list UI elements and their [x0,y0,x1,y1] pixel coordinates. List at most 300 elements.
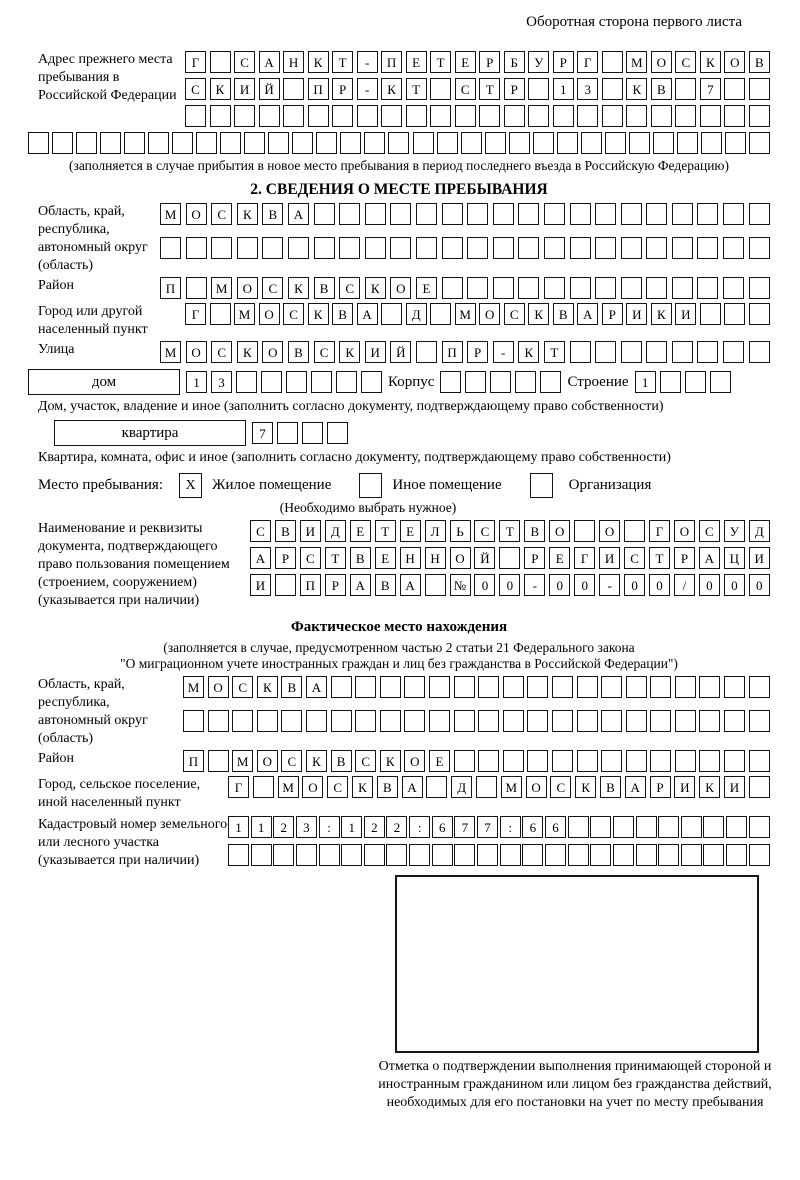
char-cell[interactable] [545,844,566,866]
char-cell[interactable] [268,132,289,154]
char-cell[interactable] [183,710,204,732]
char-cell[interactable]: М [626,51,647,73]
char-cell[interactable] [308,105,329,127]
char-cell[interactable]: И [234,78,255,100]
char-cell[interactable] [527,750,548,772]
char-cell[interactable] [476,776,497,798]
char-cell[interactable] [442,277,463,299]
char-cell[interactable]: В [332,303,353,325]
char-cell[interactable] [186,277,207,299]
char-cell[interactable] [723,203,744,225]
char-cell[interactable]: Й [259,78,280,100]
char-cell[interactable]: 0 [499,574,520,596]
char-cell[interactable]: О [526,776,547,798]
char-cell[interactable]: Р [602,303,623,325]
apartment-box[interactable]: квартира [54,420,246,446]
char-cell[interactable]: К [381,78,402,100]
char-cell[interactable] [316,132,337,154]
char-cell[interactable] [503,676,524,698]
char-cell[interactable]: В [553,303,574,325]
char-cell[interactable] [314,237,335,259]
char-cell[interactable] [544,277,565,299]
char-cell[interactable] [528,78,549,100]
char-cell[interactable] [595,237,616,259]
char-cell[interactable] [478,676,499,698]
char-cell[interactable]: Л [425,520,446,542]
char-cell[interactable]: К [352,776,373,798]
char-cell[interactable] [380,676,401,698]
char-cell[interactable]: И [675,303,696,325]
char-cell[interactable] [540,371,561,393]
char-cell[interactable]: 1 [186,371,207,393]
char-cell[interactable]: О [674,520,695,542]
char-cell[interactable] [432,844,453,866]
char-cell[interactable] [601,750,622,772]
char-cell[interactable] [613,816,634,838]
char-cell[interactable] [590,816,611,838]
char-cell[interactable] [724,710,745,732]
char-cell[interactable]: В [600,776,621,798]
char-cell[interactable] [581,132,602,154]
char-cell[interactable]: К [210,78,231,100]
char-cell[interactable]: 1 [341,816,362,838]
char-cell[interactable]: : [409,816,430,838]
stay-checkbox-organization[interactable] [530,473,553,498]
char-cell[interactable]: Т [332,51,353,73]
char-cell[interactable]: - [357,51,378,73]
char-cell[interactable] [552,710,573,732]
char-cell[interactable] [724,303,745,325]
char-cell[interactable]: У [528,51,549,73]
char-cell[interactable]: С [250,520,271,542]
char-cell[interactable] [361,371,382,393]
char-cell[interactable] [210,51,231,73]
char-cell[interactable] [749,710,770,732]
char-cell[interactable]: 2 [273,816,294,838]
char-cell[interactable] [355,676,376,698]
char-cell[interactable]: К [528,303,549,325]
char-cell[interactable] [700,105,721,127]
char-cell[interactable]: 0 [749,574,770,596]
char-cell[interactable] [467,277,488,299]
char-cell[interactable] [749,676,770,698]
char-cell[interactable] [533,132,554,154]
char-cell[interactable] [413,132,434,154]
char-cell[interactable]: С [283,303,304,325]
char-cell[interactable]: В [377,776,398,798]
char-cell[interactable]: С [699,520,720,542]
char-cell[interactable]: 6 [432,816,453,838]
char-cell[interactable] [522,844,543,866]
char-cell[interactable] [186,237,207,259]
char-cell[interactable]: М [232,750,253,772]
char-cell[interactable] [724,750,745,772]
char-cell[interactable]: Н [425,547,446,569]
char-cell[interactable]: № [450,574,471,596]
char-cell[interactable] [636,816,657,838]
char-cell[interactable]: Е [416,277,437,299]
char-cell[interactable]: 3 [577,78,598,100]
char-cell[interactable] [636,844,657,866]
char-cell[interactable] [499,547,520,569]
char-cell[interactable] [602,78,623,100]
char-cell[interactable]: О [404,750,425,772]
char-cell[interactable] [515,371,536,393]
char-cell[interactable]: Т [479,78,500,100]
char-cell[interactable] [570,277,591,299]
char-cell[interactable] [404,676,425,698]
char-cell[interactable]: Р [504,78,525,100]
char-cell[interactable]: - [599,574,620,596]
char-cell[interactable]: И [749,547,770,569]
char-cell[interactable]: Д [406,303,427,325]
char-cell[interactable] [493,277,514,299]
char-cell[interactable]: В [331,750,352,772]
char-cell[interactable]: С [355,750,376,772]
char-cell[interactable]: В [524,520,545,542]
char-cell[interactable] [595,203,616,225]
char-cell[interactable] [570,203,591,225]
char-cell[interactable]: 0 [624,574,645,596]
char-cell[interactable] [675,105,696,127]
char-cell[interactable]: И [250,574,271,596]
char-cell[interactable] [725,132,746,154]
char-cell[interactable] [552,676,573,698]
char-cell[interactable]: Е [375,547,396,569]
char-cell[interactable]: К [699,776,720,798]
char-cell[interactable] [672,237,693,259]
char-cell[interactable]: С [455,78,476,100]
char-cell[interactable] [544,237,565,259]
char-cell[interactable]: В [749,51,770,73]
char-cell[interactable]: К [257,676,278,698]
char-cell[interactable] [228,844,249,866]
char-cell[interactable]: 0 [574,574,595,596]
char-cell[interactable]: К [306,750,327,772]
char-cell[interactable]: 0 [724,574,745,596]
char-cell[interactable]: С [211,341,232,363]
char-cell[interactable]: : [500,816,521,838]
char-cell[interactable]: Г [185,303,206,325]
char-cell[interactable] [430,303,451,325]
char-cell[interactable] [283,105,304,127]
char-cell[interactable] [613,844,634,866]
char-cell[interactable] [160,237,181,259]
char-cell[interactable]: К [308,303,329,325]
char-cell[interactable] [699,676,720,698]
char-cell[interactable] [479,105,500,127]
char-cell[interactable]: П [160,277,181,299]
char-cell[interactable] [490,371,511,393]
char-cell[interactable]: Е [350,520,371,542]
char-cell[interactable]: 2 [364,816,385,838]
char-cell[interactable] [672,203,693,225]
char-cell[interactable]: С [550,776,571,798]
char-cell[interactable]: К [237,341,258,363]
char-cell[interactable] [675,676,696,698]
char-cell[interactable] [232,710,253,732]
char-cell[interactable] [281,710,302,732]
char-cell[interactable] [261,371,282,393]
char-cell[interactable]: О [479,303,500,325]
char-cell[interactable]: Р [650,776,671,798]
char-cell[interactable] [503,710,524,732]
stay-checkbox-other[interactable] [359,473,382,498]
char-cell[interactable] [749,132,770,154]
char-cell[interactable] [626,750,647,772]
char-cell[interactable]: О [186,341,207,363]
char-cell[interactable] [355,710,376,732]
char-cell[interactable]: А [577,303,598,325]
char-cell[interactable] [650,750,671,772]
char-cell[interactable] [357,105,378,127]
char-cell[interactable]: Е [455,51,476,73]
char-cell[interactable]: 2 [386,816,407,838]
char-cell[interactable] [467,237,488,259]
char-cell[interactable] [681,844,702,866]
char-cell[interactable]: 6 [522,816,543,838]
char-cell[interactable] [236,371,257,393]
char-cell[interactable] [306,710,327,732]
char-cell[interactable] [675,710,696,732]
char-cell[interactable]: Р [524,547,545,569]
char-cell[interactable]: 1 [251,816,272,838]
char-cell[interactable] [621,203,642,225]
char-cell[interactable]: А [400,574,421,596]
char-cell[interactable] [440,371,461,393]
char-cell[interactable]: М [278,776,299,798]
char-cell[interactable]: К [237,203,258,225]
char-cell[interactable] [493,203,514,225]
char-cell[interactable] [429,676,450,698]
char-cell[interactable]: С [262,277,283,299]
char-cell[interactable] [749,203,770,225]
char-cell[interactable] [701,132,722,154]
char-cell[interactable] [697,277,718,299]
char-cell[interactable] [602,105,623,127]
char-cell[interactable]: Р [553,51,574,73]
char-cell[interactable] [390,203,411,225]
char-cell[interactable] [675,78,696,100]
char-cell[interactable]: К [651,303,672,325]
char-cell[interactable] [568,816,589,838]
char-cell[interactable]: И [626,303,647,325]
char-cell[interactable] [602,51,623,73]
stay-checkbox-residential[interactable]: X [179,473,202,498]
char-cell[interactable]: Т [499,520,520,542]
char-cell[interactable] [416,237,437,259]
char-cell[interactable] [341,844,362,866]
char-cell[interactable] [646,341,667,363]
char-cell[interactable] [365,203,386,225]
char-cell[interactable] [699,750,720,772]
char-cell[interactable] [697,341,718,363]
char-cell[interactable]: Н [400,547,421,569]
char-cell[interactable] [518,277,539,299]
char-cell[interactable] [251,844,272,866]
char-cell[interactable] [416,203,437,225]
char-cell[interactable] [570,341,591,363]
char-cell[interactable] [262,237,283,259]
char-cell[interactable]: О [262,341,283,363]
char-cell[interactable]: А [288,203,309,225]
char-cell[interactable] [257,710,278,732]
char-cell[interactable] [703,816,724,838]
char-cell[interactable] [646,237,667,259]
char-cell[interactable] [626,676,647,698]
char-cell[interactable] [124,132,145,154]
char-cell[interactable] [478,750,499,772]
char-cell[interactable] [365,237,386,259]
char-cell[interactable] [273,844,294,866]
char-cell[interactable] [454,844,475,866]
char-cell[interactable]: 1 [553,78,574,100]
char-cell[interactable] [577,676,598,698]
char-cell[interactable]: К [518,341,539,363]
char-cell[interactable] [577,710,598,732]
char-cell[interactable] [185,105,206,127]
char-cell[interactable] [381,105,402,127]
char-cell[interactable] [595,277,616,299]
char-cell[interactable] [700,303,721,325]
char-cell[interactable]: П [308,78,329,100]
char-cell[interactable]: 0 [649,574,670,596]
char-cell[interactable]: : [319,816,340,838]
char-cell[interactable]: С [474,520,495,542]
char-cell[interactable]: 1 [228,816,249,838]
char-cell[interactable]: О [237,277,258,299]
char-cell[interactable] [364,844,385,866]
char-cell[interactable] [311,371,332,393]
char-cell[interactable]: В [281,676,302,698]
char-cell[interactable]: П [300,574,321,596]
char-cell[interactable] [650,710,671,732]
char-cell[interactable] [749,277,770,299]
char-cell[interactable]: В [651,78,672,100]
char-cell[interactable]: О [259,303,280,325]
char-cell[interactable]: С [300,547,321,569]
char-cell[interactable] [426,776,447,798]
char-cell[interactable] [28,132,49,154]
char-cell[interactable]: Е [549,547,570,569]
char-cell[interactable]: С [234,51,255,73]
char-cell[interactable] [749,78,770,100]
char-cell[interactable] [749,844,770,866]
char-cell[interactable]: А [250,547,271,569]
char-cell[interactable] [210,105,231,127]
char-cell[interactable]: К [365,277,386,299]
char-cell[interactable]: С [339,277,360,299]
char-cell[interactable] [723,237,744,259]
char-cell[interactable] [749,750,770,772]
char-cell[interactable] [478,710,499,732]
char-cell[interactable] [697,203,718,225]
char-cell[interactable] [442,237,463,259]
char-cell[interactable] [724,676,745,698]
char-cell[interactable] [465,371,486,393]
char-cell[interactable]: О [450,547,471,569]
char-cell[interactable]: 3 [211,371,232,393]
char-cell[interactable] [477,844,498,866]
char-cell[interactable] [621,341,642,363]
char-cell[interactable] [658,844,679,866]
char-cell[interactable] [724,105,745,127]
char-cell[interactable] [196,132,217,154]
char-cell[interactable] [590,844,611,866]
char-cell[interactable] [286,371,307,393]
char-cell[interactable] [574,520,595,542]
char-cell[interactable] [685,371,706,393]
char-cell[interactable] [234,105,255,127]
char-cell[interactable] [503,750,524,772]
char-cell[interactable]: Е [400,520,421,542]
char-cell[interactable]: К [700,51,721,73]
char-cell[interactable] [437,132,458,154]
char-cell[interactable] [467,203,488,225]
char-cell[interactable]: Т [325,547,346,569]
char-cell[interactable]: А [350,574,371,596]
char-cell[interactable]: Р [332,78,353,100]
char-cell[interactable]: К [626,78,647,100]
char-cell[interactable] [703,844,724,866]
char-cell[interactable]: Р [467,341,488,363]
char-cell[interactable]: О [599,520,620,542]
char-cell[interactable] [283,78,304,100]
house-box[interactable]: дом [28,369,180,395]
char-cell[interactable]: 3 [296,816,317,838]
char-cell[interactable]: М [160,203,181,225]
char-cell[interactable] [577,750,598,772]
char-cell[interactable] [208,750,229,772]
char-cell[interactable] [553,105,574,127]
char-cell[interactable] [568,844,589,866]
char-cell[interactable]: М [183,676,204,698]
char-cell[interactable] [364,132,385,154]
char-cell[interactable]: 1 [635,371,656,393]
char-cell[interactable]: А [306,676,327,698]
char-cell[interactable]: И [300,520,321,542]
char-cell[interactable]: 0 [474,574,495,596]
char-cell[interactable] [100,132,121,154]
char-cell[interactable] [509,132,530,154]
char-cell[interactable] [237,237,258,259]
char-cell[interactable]: / [674,574,695,596]
char-cell[interactable]: 0 [549,574,570,596]
char-cell[interactable]: 7 [252,422,273,444]
char-cell[interactable] [277,422,298,444]
char-cell[interactable]: Р [479,51,500,73]
char-cell[interactable]: И [724,776,745,798]
char-cell[interactable]: М [455,303,476,325]
char-cell[interactable]: В [275,520,296,542]
char-cell[interactable]: 0 [699,574,720,596]
char-cell[interactable]: Т [375,520,396,542]
char-cell[interactable] [454,676,475,698]
char-cell[interactable]: 7 [477,816,498,838]
char-cell[interactable]: Д [325,520,346,542]
char-cell[interactable]: Г [185,51,206,73]
char-cell[interactable]: П [183,750,204,772]
char-cell[interactable] [442,203,463,225]
char-cell[interactable] [653,132,674,154]
char-cell[interactable] [527,676,548,698]
char-cell[interactable] [409,844,430,866]
char-cell[interactable]: К [339,341,360,363]
char-cell[interactable] [677,132,698,154]
char-cell[interactable] [302,422,323,444]
char-cell[interactable] [749,776,770,798]
char-cell[interactable] [386,844,407,866]
